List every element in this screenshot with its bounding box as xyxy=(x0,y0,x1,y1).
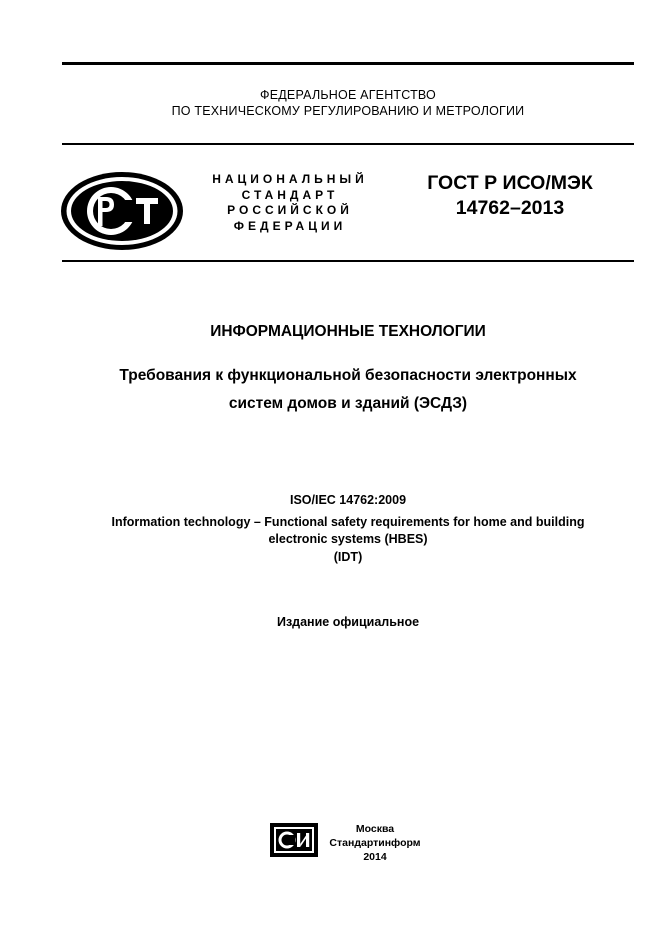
imprint-city: Москва xyxy=(355,823,395,835)
iso-equivalence: (IDT) xyxy=(333,549,363,564)
document-subtitle xyxy=(62,362,634,418)
edition-label: Издание официальное xyxy=(276,615,420,629)
document-title: ИНФОРМАЦИОННЫЕ ТЕХНОЛОГИИ xyxy=(210,323,486,340)
standartinform-logo xyxy=(270,823,318,857)
top-rule xyxy=(62,62,634,65)
standard-name-line-4: ФЕДЕРАЦИИ xyxy=(233,218,347,233)
imprint-year: 2014 xyxy=(363,851,387,863)
iso-title-line-1: Information technology – Functional safety requirements for home and building xyxy=(111,514,585,529)
gost-number xyxy=(405,171,615,221)
imprint-publisher: Стандартинформ xyxy=(329,837,421,849)
agency-line-2: ПО ТЕХНИЧЕСКОМУ РЕГУЛИРОВАНИЮ И МЕТРОЛОГИИ xyxy=(171,104,525,118)
standard-name-line-3: РОССИЙСКОЙ xyxy=(227,203,353,217)
subtitle-line-1: Требования к функциональной безопасности электронных xyxy=(119,367,577,384)
header-divider xyxy=(62,143,634,145)
agency-line-1: ФЕДЕРАЛЬНОЕ АГЕНТСТВО xyxy=(260,88,436,102)
subtitle-line-2: систем домов и зданий (ЭСДЗ) xyxy=(228,395,468,412)
gost-number-line-1: ГОСТ Р ИСО/МЭК xyxy=(427,172,593,194)
imprint xyxy=(322,822,428,864)
iso-code: ISO/IEC 14762:2009 xyxy=(289,493,407,507)
standard-name-line-2: СТАНДАРТ xyxy=(241,187,339,202)
iso-reference xyxy=(62,492,634,566)
standard-name-line-1: НАЦИОНАЛЬНЫЙ xyxy=(212,172,368,186)
title-block-divider xyxy=(62,260,634,262)
agency-header xyxy=(62,87,634,119)
iso-title-line-2: electronic systems (HBES) xyxy=(268,532,428,546)
gost-r-certification-logo xyxy=(59,170,185,252)
gost-number-line-2: 14762–2013 xyxy=(455,197,565,219)
standard-type-label xyxy=(200,172,380,234)
